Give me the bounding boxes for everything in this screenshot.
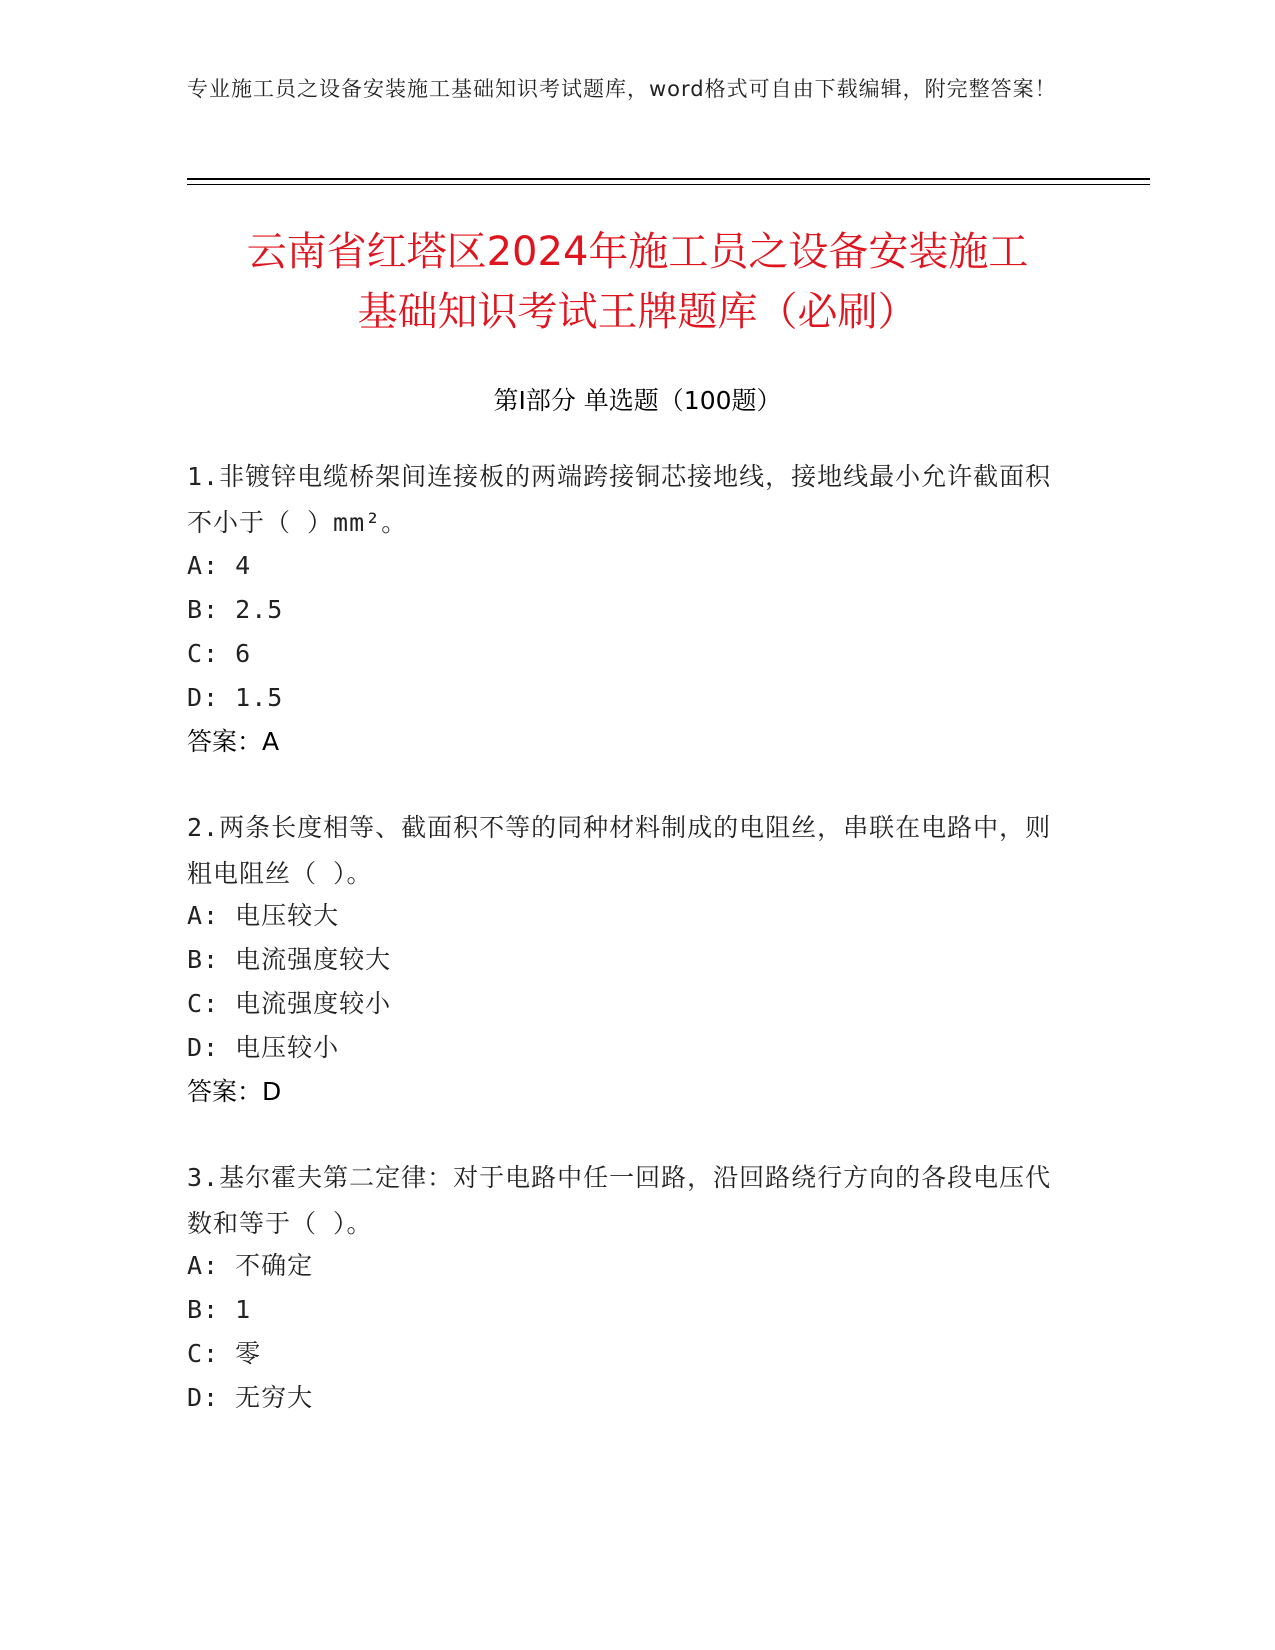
question-3-option-d: D: 无穷大 [187,1383,314,1412]
question-2-option-b: B: 电流强度较大 [187,945,392,974]
header-rule-thin [187,184,1150,185]
section-heading: 第Ⅰ部分 单选题（100题） [493,386,782,415]
title-line-1: 云南省红塔区2024年施工员之设备安装施工 [246,229,1029,275]
question-2-option-c: C: 电流强度较小 [187,989,392,1018]
question-1-answer: 答案：A [187,727,280,756]
question-3-option-b: B: 1 [187,1295,252,1324]
header-rule-thick [187,178,1150,180]
title-line-2: 基础知识考试王牌题库（必刷） [357,289,918,335]
question-2-option-a: A: 电压较大 [187,901,340,930]
question-1-option-d: D: 1.5 [187,683,284,712]
question-2-stem: 2.两条长度相等、截面积不等的同种材料制成的电阻丝，串联在电路中，则粗电阻丝（ ）。 [187,813,1052,888]
header-note: 专业施工员之设备安装施工基础知识考试题库，word格式可自由下载编辑，附完整答案！ [187,77,1057,101]
question-2-option-d: D: 电压较小 [187,1033,340,1062]
document-title [150,222,1125,342]
question-3-option-a: A: 不确定 [187,1251,314,1280]
question-3-stem: 3.基尔霍夫第二定律：对于电路中任一回路，沿回路绕行方向的各段电压代数和等于（ ）。 [187,1163,1052,1238]
question-1-option-c: C: 6 [187,639,252,668]
question-1-option-b: B: 2.5 [187,595,284,624]
question-1-option-a: A: 4 [187,551,252,580]
question-1-stem: 1.非镀锌电缆桥架间连接板的两端跨接铜芯接地线，接地线最小允许截面积不小于（ ）mm²。 [187,462,1052,537]
question-2-answer: 答案：D [187,1077,282,1106]
question-3-option-c: C: 零 [187,1339,262,1368]
